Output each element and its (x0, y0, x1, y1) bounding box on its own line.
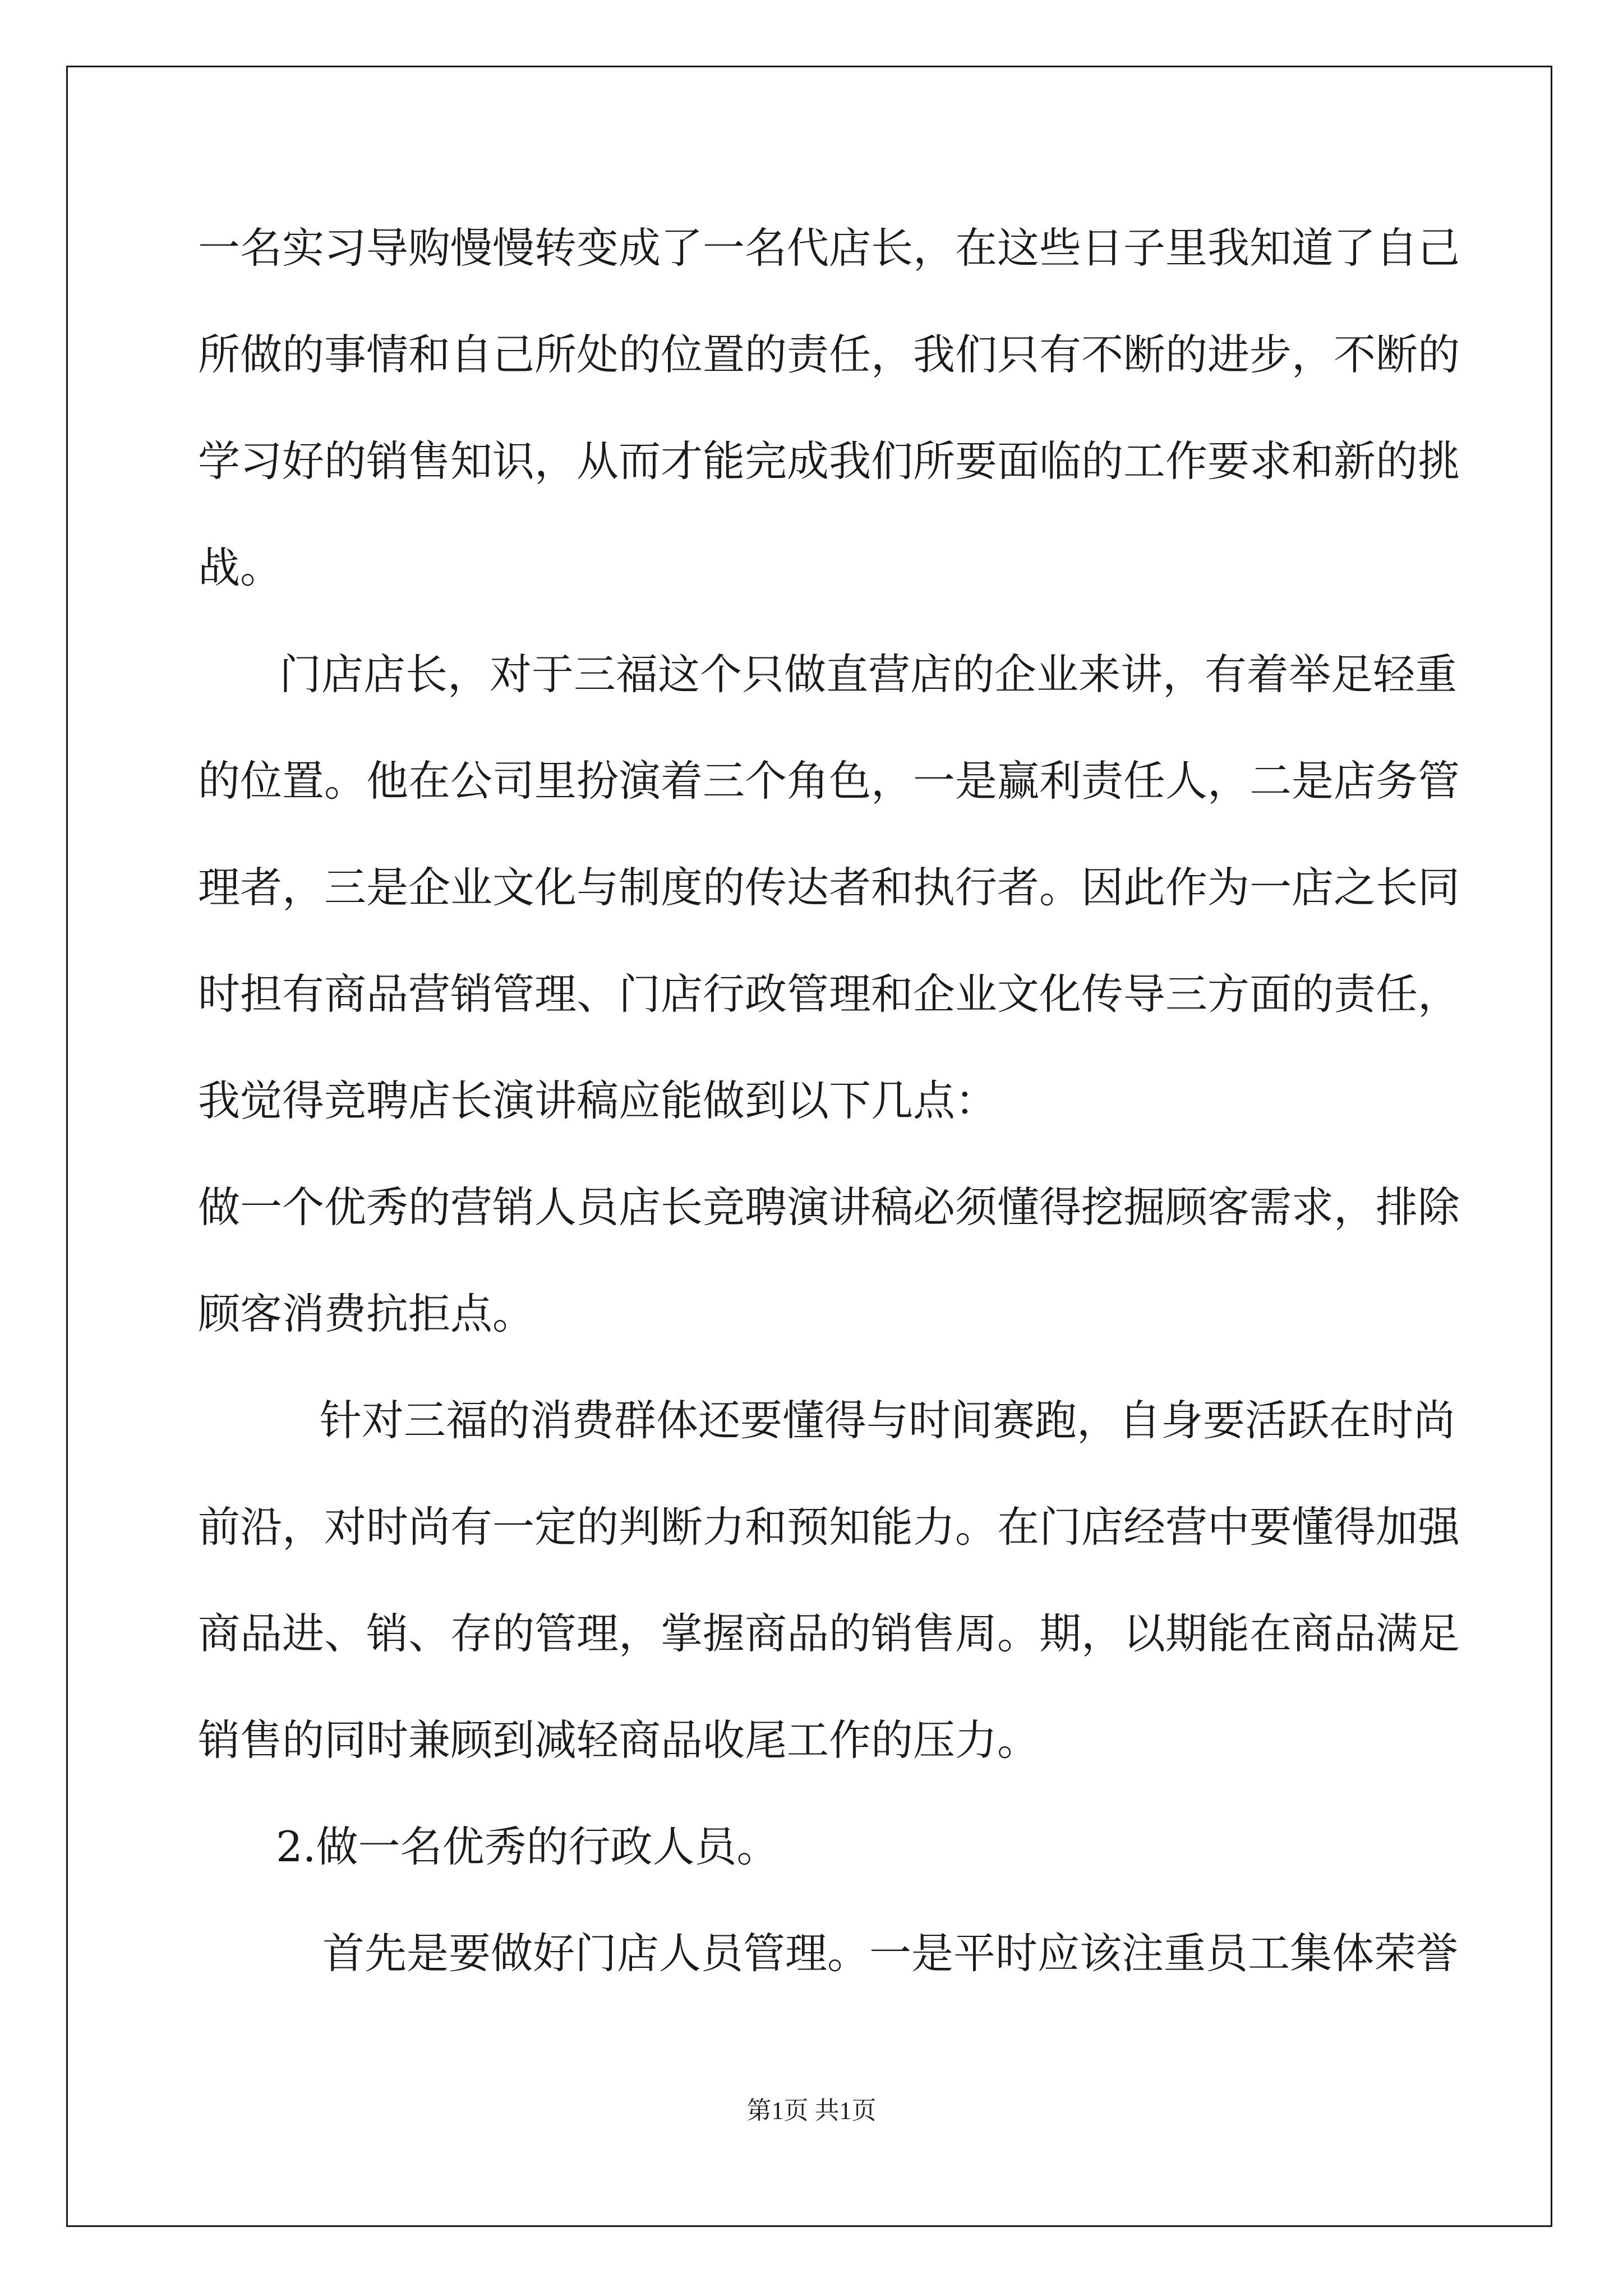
body-text-line: 所做的事情和自己所处的位置的责任，我们只有不断的进步，不断的 (198, 330, 1460, 379)
body-text-line: 做一个优秀的营销人员店长竞聘演讲稿必须懂得挖掘顾客需求，排除 (198, 1182, 1460, 1232)
body-text-line: 我觉得竞聘店长演讲稿应能做到以下几点： (198, 1076, 998, 1125)
body-text-line: 针对三福的消费群体还要懂得与时间赛跑，自身要活跃在时尚 (320, 1396, 1456, 1445)
body-text-line: 理者，三是企业文化与制度的传达者和执行者。因此作为一店之长同 (198, 863, 1460, 912)
body-text-line: 销售的同时兼顾到减轻商品收尾工作的压力。 (198, 1715, 1040, 1765)
body-text-line: 商品进、销、存的管理，掌握商品的销售周。期，以期能在商品满足 (198, 1609, 1460, 1658)
body-text-line: 顾客消费抗拒点。 (198, 1289, 535, 1338)
body-text-line: 学习好的销售知识，从而才能完成我们所要面临的工作要求和新的挑 (198, 436, 1460, 486)
body-text-line: 时担有商品营销管理、门店行政管理和企业文化传导三方面的责任， (198, 969, 1460, 1019)
page-border (66, 66, 1552, 2227)
body-text-line: 的位置。他在公司里扮演着三个角色，一是赢利责任人，二是店务管 (198, 756, 1460, 806)
page-footer: 第1页 共1页 (746, 2097, 877, 2124)
body-text-line: 2.做一名优秀的行政人员。 (276, 1822, 779, 1871)
body-text-line: 战。 (198, 543, 283, 592)
body-text-line: 门店店长，对于三福这个只做直营店的企业来讲，有着举足轻重 (279, 650, 1458, 699)
body-text-line: 一名实习导购慢慢转变成了一名代店长，在这些日子里我知道了自己 (198, 223, 1460, 273)
body-text-line: 首先是要做好门店人员管理。一是平时应该注重员工集体荣誉 (322, 1929, 1459, 1978)
body-text-line: 前沿，对时尚有一定的判断力和预知能力。在门店经营中要懂得加强 (198, 1502, 1460, 1552)
